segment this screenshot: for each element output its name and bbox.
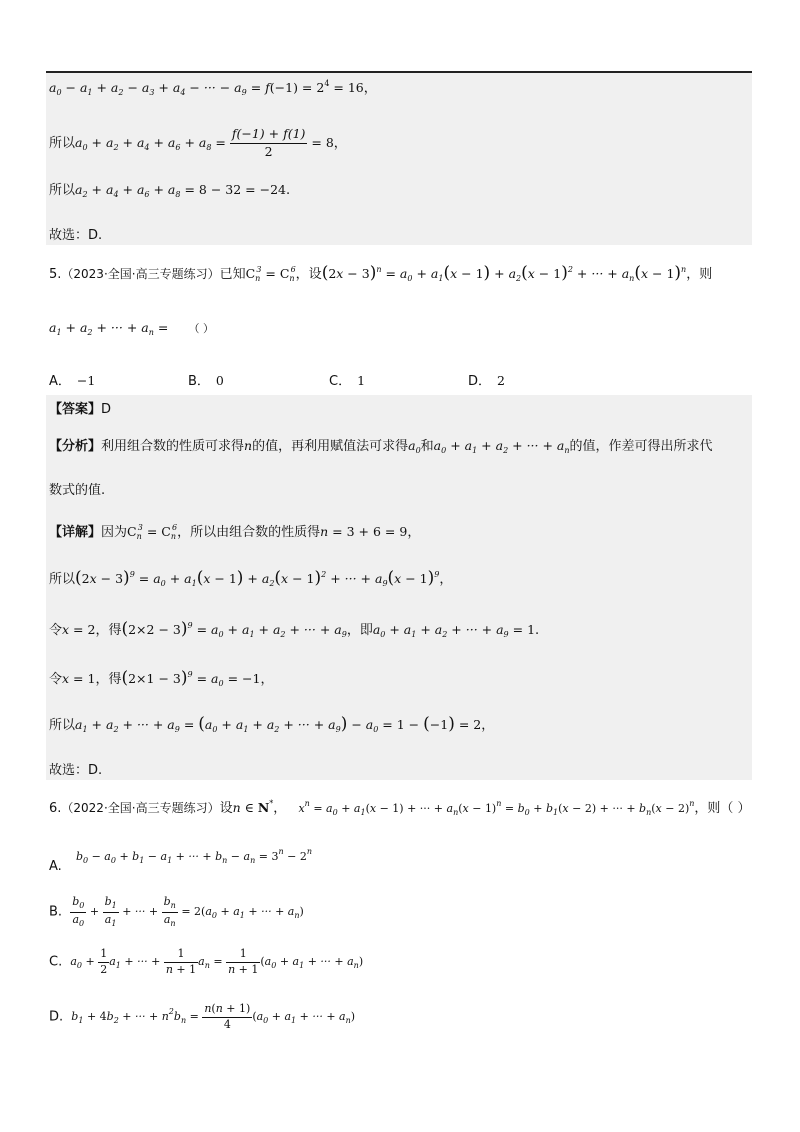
q4-line-alternating-sum: $a_0 - a_1 + a_2 - a_3 + a_4$ − ··· − $a_9 = f(-1) = 2^4 = 16$， bbox=[49, 79, 377, 97]
q5-detail-2: 所以$(2x - 3)^9 = a_0 + a_1(x - 1) + a_2(x - 1)^2$ + ··· + $a_9(x - 1)^9$， bbox=[49, 568, 453, 588]
q5-option-a[interactable]: A． −1 bbox=[49, 373, 96, 389]
q5-detail-1: 【详解】因为$C_n^3 = C_n^6$，所以由组合数的性质得n = 3 + 6 = 9， bbox=[49, 523, 421, 541]
q5-stem-expression: $a_1 + a_2$ + ··· + $a_n$ = （ ） bbox=[49, 320, 214, 337]
q5-conclusion: 故选：D. bbox=[49, 763, 103, 778]
q4-line-result: 所以$a_2 + a_4 + a_6 + a_8 = 8 - 32 = -24$. bbox=[49, 182, 291, 199]
q4-line-even-sum: 所以$a_0 + a_2 + a_4 + a_6 + a_8$ = $\frac{f(-1) + f(1)}{2}$ = 8， bbox=[49, 126, 347, 159]
q6-option-a[interactable]: A. $b_0 - a_0 + b_1 - a_1$ + ··· + $b_n - a_n = 3^n - 2^n$ bbox=[49, 847, 312, 874]
q5-detail-5: 所以$a_1 + a_2$ + ··· + $a_9 = (a_0 + a_1 + a_2$ + ··· + $a_9) - a_0 = 1 - (-1) = 2$， bbox=[49, 714, 495, 734]
q5-detail-4: 令x = 1，得$(2\times 1 - 3)^9 = a_0 = -1$， bbox=[49, 668, 274, 688]
q6-stem: 6.（2022·全国·高三专题练习）设n ∈ N*， $x^n = a_0 + a_1(x - 1)$ + ··· + $a_n(x - 1)^n = b_0 + b_1(x - 2)$ + ··· + $b_n(x - 2)^n$，则（ ） bbox=[49, 799, 751, 817]
q4-conclusion: 故选：D. bbox=[49, 228, 103, 243]
q5-detail-3: 令x = 2，得$(2\times 2 - 3)^9 = a_0 + a_1 + a_2$ + ··· + $a_9$，即$a_0 + a_1 + a_2$ + ··· + $a_9 = 1$. bbox=[49, 619, 540, 639]
q5-answer: 【答案】D bbox=[49, 402, 112, 417]
q6-option-d[interactable]: D. $b_1 + 4b_2$ + ··· + $n^2b_n$ = $\frac{n(n + 1)}{4}$ ($a_0 + a_1$ + ··· + $a_n$) bbox=[49, 1002, 356, 1031]
q6-option-c[interactable]: C. $a_0$ + $\frac{1}{2}$ $a_1$ + ··· + $\frac{1}{n + 1}$ $a_n$ = $\frac{1}{n + 1}$ ($a_0 + a_1$ + ··· + $a_n$) bbox=[49, 947, 364, 976]
q6-option-b[interactable]: B. $\frac{b_0}{a_0}$ + $\frac{b_1}{a_1}$ + ··· + $\frac{b_n}{a_n}$ = $2(a_0 + a_1$ + ··· + $a_n$) bbox=[49, 895, 304, 928]
q5-stem: 5.（2023·全国·高三专题练习）已知$C_n^3 = C_n^6$，设$(2x - 3)^n = a_0 + a_1(x - 1) + a_2(x - 1)^2$ + ··· + $a_n(x - 1)^n$，则 bbox=[49, 263, 713, 283]
q5-option-c[interactable]: C． 1 bbox=[329, 373, 366, 389]
q5-analysis: 【分析】利用组合数的性质可求得n的值，再利用赋值法可求得$a_0$和$a_0 + a_1 + a_2$ + ··· + $a_n$的值，作差可得出所求代 bbox=[49, 438, 713, 455]
fraction: $\frac{f(-1) + f(1)}{2}$ bbox=[231, 126, 306, 159]
q5-option-d[interactable]: D． 2 bbox=[468, 373, 505, 389]
q5-analysis-cont: 数式的值. bbox=[49, 483, 106, 498]
q5-option-b[interactable]: B． 0 bbox=[188, 373, 224, 389]
